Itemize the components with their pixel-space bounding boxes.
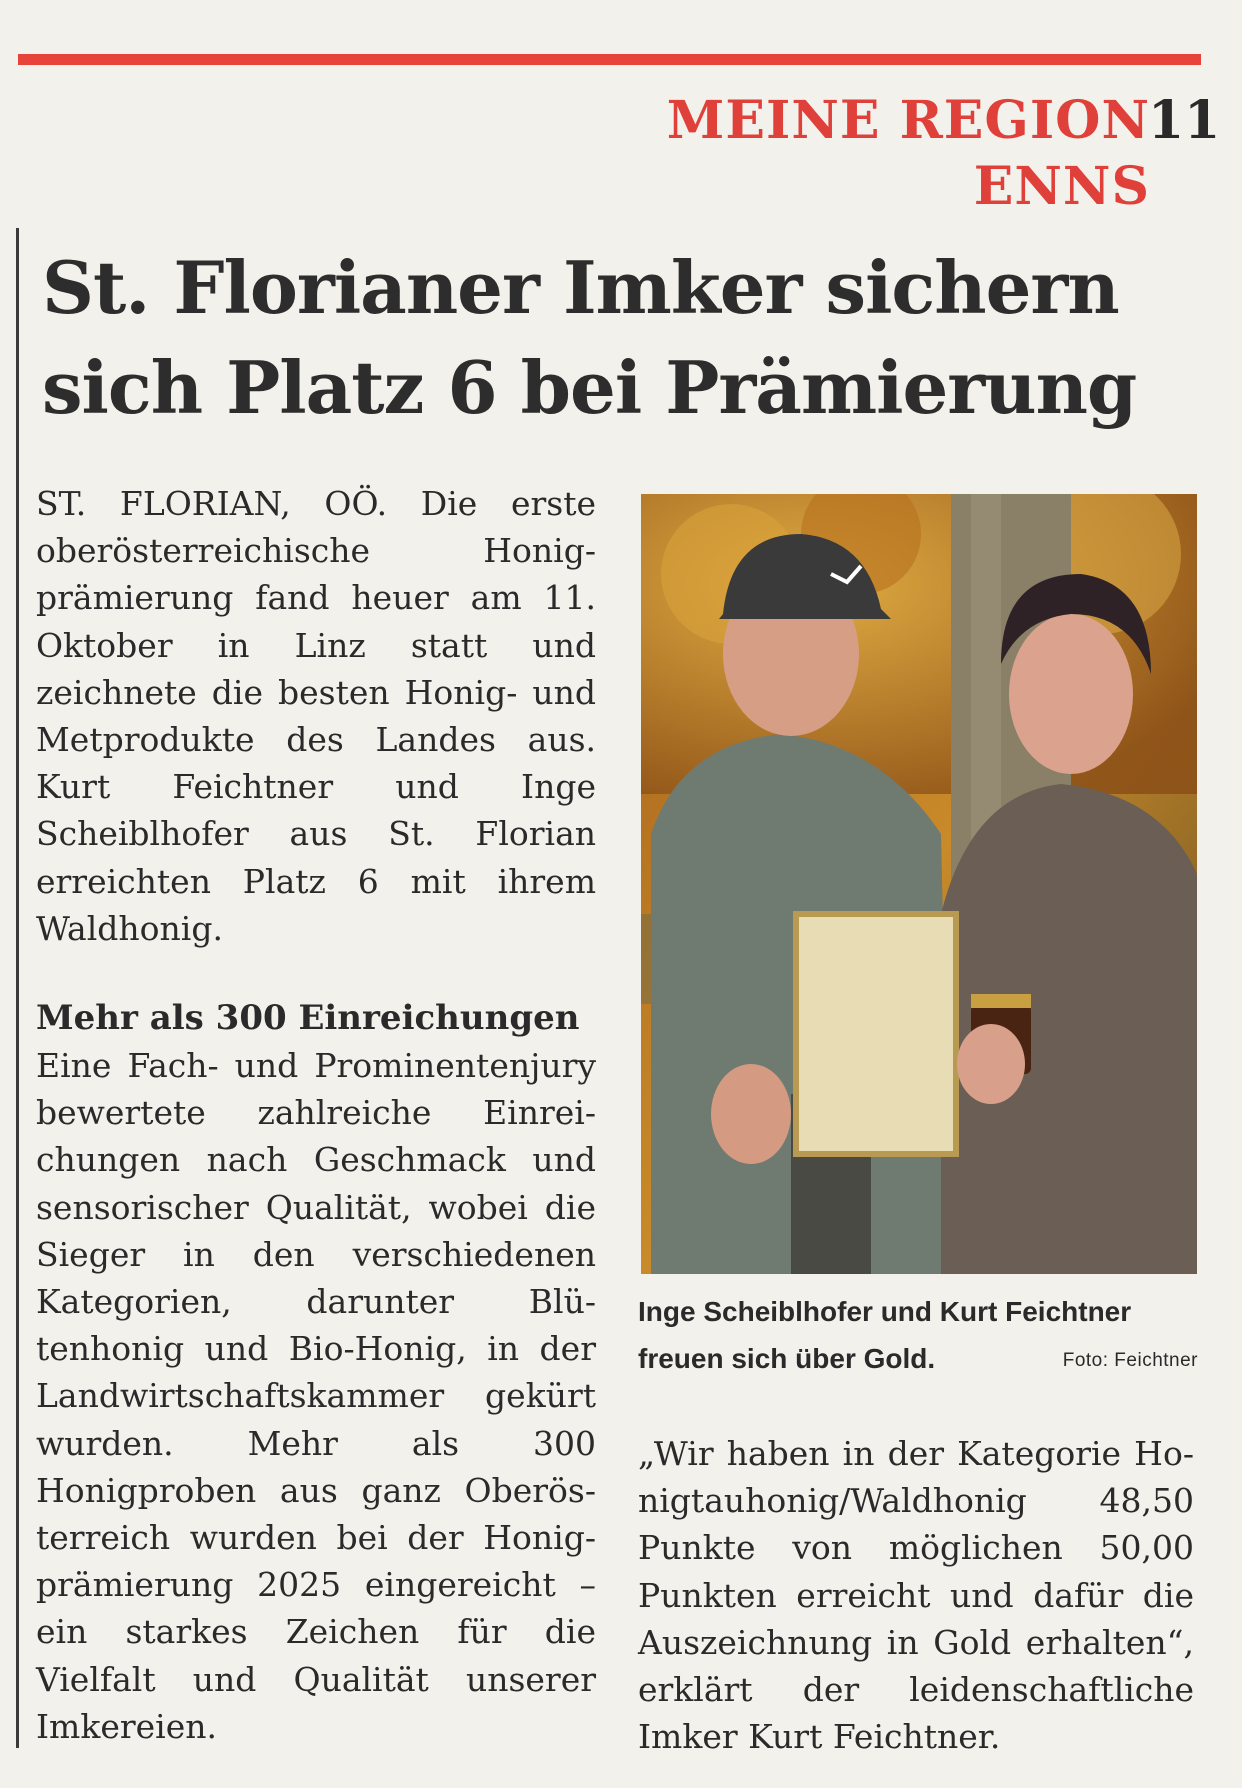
article-photo bbox=[641, 494, 1197, 1274]
body-paragraph: Eine Fach- und Prominentenjury bewertete zahlreiche Einreichungen nach Geschmack und sensorischer Qualität, wobei die Sieger in den verschiedenen Kategorien, darunter Blütenhonig und Bio-Honig, in der Landwirtschaftskammer gekürt wurden. Mehr als 300 Honigproben aus ganz Oberösterreich wurden bei der Honigprämierung 2025 eingereicht – ein starkes Zeichen für die Vielfalt und Qualität unserer Imkereien. bbox=[36, 1046, 596, 1746]
page-number: 11 bbox=[1148, 90, 1221, 151]
photo-illustration bbox=[641, 494, 1197, 1274]
caption-text: Inge Scheiblhofer und Kurt Feichtner freuen sich über Gold. bbox=[638, 1296, 1132, 1374]
lead-paragraph: ST. FLORIAN, OÖ. Die erste oberösterreichische Honigprämierung fand heuer am 11. Oktober in Linz statt und zeichnete die besten Honig- und Metprodukte des Landes aus. Kurt Feichtner und Inge Scheiblhofer aus St. Florian erreichten Platz 6 mit ihrem Waldhonig. bbox=[36, 484, 596, 948]
photo-caption bbox=[638, 1288, 1198, 1384]
headline-line-1: St. Florianer Imker sichern bbox=[42, 245, 1119, 330]
left-column bbox=[36, 480, 596, 1750]
article-headline bbox=[42, 238, 1212, 438]
quote-paragraph: „Wir haben in der Kategorie Honigtauhonig/Waldhonig 48,50 Punkte von möglichen 50,00 Punkten erreicht und dafür die Auszeichnung in Gold erhalten“, erklärt der leidenschaftliche Imker Kurt Feichtner. bbox=[638, 1434, 1194, 1757]
photo-credit: Foto: Feichtner bbox=[1062, 1350, 1198, 1371]
column-rule bbox=[16, 228, 19, 1748]
subheading: Mehr als 300 Einreichungen bbox=[36, 998, 580, 1039]
section-title: MEINE REGION ENNS bbox=[666, 90, 1150, 217]
right-column bbox=[638, 1430, 1194, 1760]
headline-line-2: sich Platz 6 bei Prämierung bbox=[42, 345, 1137, 430]
top-rule bbox=[18, 54, 1201, 65]
